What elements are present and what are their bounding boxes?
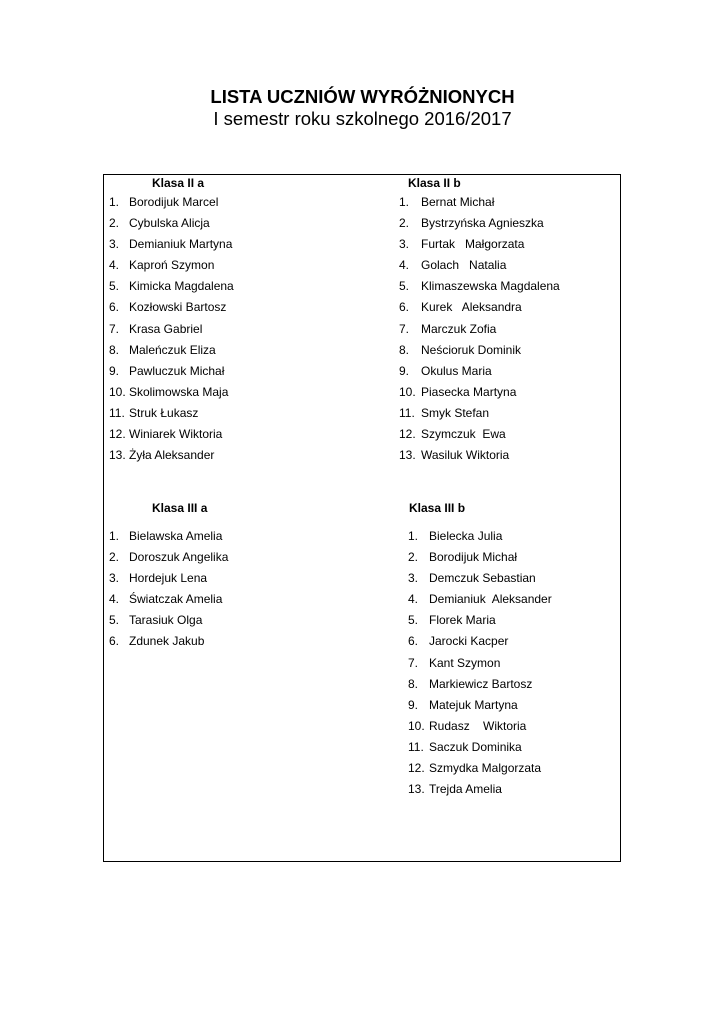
student-name: Piasecka Martyna [421, 384, 517, 399]
student-name: Kozłowski Bartosz [129, 300, 227, 315]
student-name: Florek Maria [429, 613, 496, 628]
student-name: Furtak Małgorzata [421, 237, 525, 252]
student-name: Borodijuk Marcel [129, 195, 219, 209]
student-number: 9. [399, 363, 410, 378]
student-name: Skolimowska Maja [129, 384, 229, 399]
student-name: Krasa Gabriel [129, 321, 203, 336]
student-number: 4. [109, 592, 120, 607]
student-name: Smyk Stefan [421, 405, 490, 420]
student-number: 8. [399, 342, 410, 357]
student-number: 6. [109, 300, 120, 315]
student-number: 11. [109, 405, 125, 420]
student-number: 5. [109, 279, 120, 294]
student-number: 1. [109, 529, 120, 543]
student-name: Cybulska Alicja [129, 216, 210, 231]
student-number: 4. [109, 258, 120, 273]
student-number: 9. [408, 697, 419, 712]
class-heading: Klasa II a [152, 176, 205, 190]
student-name: Klimaszewska Magdalena [421, 279, 560, 294]
student-name: Maleńczuk Eliza [129, 342, 216, 357]
student-name: Trejda Amelia [429, 782, 502, 797]
student-name: Demianiuk Martyna [129, 237, 233, 252]
student-number: 2. [109, 216, 120, 231]
student-name: Wasiluk Wiktoria [421, 448, 510, 463]
student-number: 6. [408, 634, 419, 649]
student-name: Tarasiuk Olga [129, 613, 203, 628]
student-name: Markiewicz Bartosz [429, 676, 533, 691]
student-number: 1. [399, 195, 410, 209]
student-name: Kant Szymon [429, 655, 501, 670]
student-name: Szymczuk Ewa [421, 427, 506, 442]
student-number: 2. [399, 216, 410, 231]
student-name: Neścioruk Dominik [421, 342, 522, 357]
student-number: 13. [399, 448, 416, 463]
student-number: 10. [399, 384, 416, 399]
student-name: Golach Natalia [421, 258, 507, 273]
student-name: Kurek Aleksandra [421, 300, 522, 315]
student-name: Kimicka Magdalena [129, 279, 234, 294]
student-number: 13. [109, 448, 126, 463]
class-heading: Klasa II b [408, 176, 461, 190]
student-number: 5. [408, 613, 419, 628]
student-number: 5. [109, 613, 120, 628]
student-number: 11. [399, 405, 415, 420]
student-name: Struk Łukasz [129, 405, 199, 420]
class-lists-frame [103, 174, 621, 862]
student-name: Kaproń Szymon [129, 258, 215, 273]
student-number: 13. [408, 782, 425, 797]
student-name: Borodijuk Michał [429, 550, 518, 565]
class-heading: Klasa III a [152, 501, 208, 515]
student-name: Demianiuk Aleksander [429, 592, 552, 607]
student-number: 7. [399, 321, 410, 336]
student-number: 12. [109, 427, 126, 442]
student-number: 10. [109, 384, 126, 399]
student-name: Pawluczuk Michał [129, 363, 225, 378]
student-number: 6. [399, 300, 410, 315]
student-number: 9. [109, 363, 120, 378]
student-name: Hordejuk Lena [129, 571, 208, 586]
student-name: Matejuk Martyna [429, 697, 518, 712]
student-name: Żyła Aleksander [129, 448, 215, 463]
student-name: Zdunek Jakub [129, 634, 205, 649]
student-name: Światczak Amelia [129, 592, 223, 607]
student-number: 3. [399, 237, 410, 252]
student-name: Saczuk Dominika [429, 739, 522, 754]
student-number: 3. [109, 237, 120, 252]
student-number: 7. [109, 321, 120, 336]
student-number: 11. [408, 739, 424, 754]
student-number: 10. [408, 718, 425, 733]
student-number: 1. [109, 195, 120, 209]
student-number: 2. [109, 550, 120, 565]
class-heading: Klasa III b [409, 501, 466, 515]
student-number: 1. [408, 529, 419, 543]
student-name: Doroszuk Angelika [129, 550, 229, 565]
student-name: Marczuk Zofia [421, 321, 497, 336]
student-name: Szmydka Malgorzata [429, 761, 542, 776]
student-name: Winiarek Wiktoria [129, 427, 223, 442]
student-number: 4. [399, 258, 410, 273]
student-name: Bystrzyńska Agnieszka [421, 216, 544, 231]
student-name: Bernat Michał [421, 195, 495, 209]
student-name: Okulus Maria [421, 363, 492, 378]
student-number: 6. [109, 634, 120, 649]
student-number: 4. [408, 592, 419, 607]
student-name: Demczuk Sebastian [429, 571, 536, 586]
student-number: 5. [399, 279, 410, 294]
student-name: Rudasz Wiktoria [429, 718, 527, 733]
student-number: 12. [408, 761, 425, 776]
student-number: 8. [408, 676, 419, 691]
student-number: 12. [399, 427, 416, 442]
student-number: 2. [408, 550, 419, 565]
page-title: LISTA UCZNIÓW WYRÓŻNIONYCH [210, 86, 515, 107]
student-name: Bielawska Amelia [129, 529, 223, 543]
page-subtitle: I semestr roku szkolnego 2016/2017 [213, 108, 512, 129]
student-number: 7. [408, 655, 419, 670]
student-number: 8. [109, 342, 120, 357]
student-number: 3. [109, 571, 120, 586]
student-number: 3. [408, 571, 419, 586]
student-name: Bielecka Julia [429, 529, 503, 543]
student-name: Jarocki Kacper [429, 634, 509, 649]
